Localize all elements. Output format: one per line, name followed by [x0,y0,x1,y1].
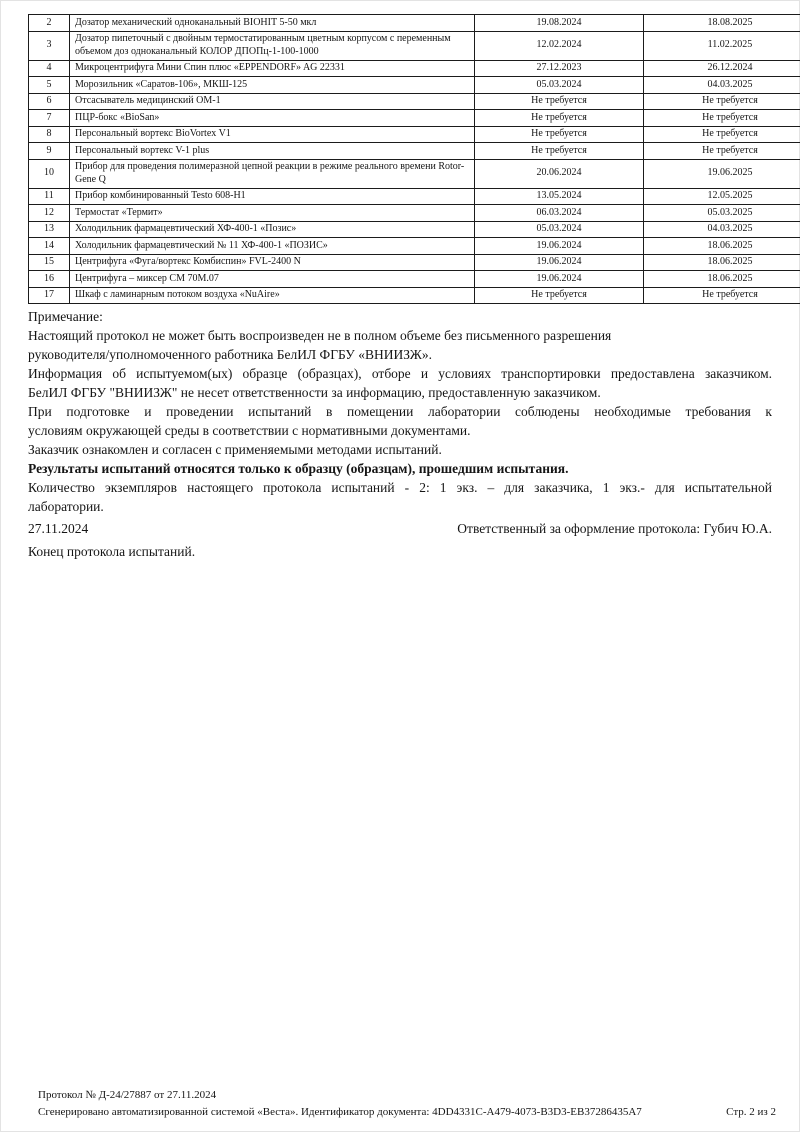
notes-heading: Примечание: [28,309,103,324]
verification-date-cell: 13.05.2024 [475,188,644,205]
equipment-name-cell: Прибор комбинированный Testo 608-H1 [70,188,475,205]
note-line: БелИЛ ФГБУ "ВНИИЗЖ" не несет ответственности за информацию, предоставленную заказчиком. [28,385,601,400]
table-row [29,143,800,160]
equipment-name-cell: Центрифуга «Фуга/вортекс Комбиспин» FVL-2400 N [70,254,475,271]
valid-until-date-cell: 26.12.2024 [644,60,800,77]
row-number-cell: 10 [29,159,70,188]
equipment-name-cell: Термостат «Термит» [70,205,475,222]
footer-page-number: Стр. 2 из 2 [726,1105,776,1118]
equipment-name-cell: Морозильник «Саратов-106», МКШ-125 [70,77,475,94]
equipment-table [28,14,800,304]
table-row [29,60,800,77]
protocol-end-line: Конец протокола испытаний. [28,544,196,559]
verification-date-cell: 20.06.2024 [475,159,644,188]
note-line: лаборатории. [28,499,104,514]
valid-until-date-cell: 05.03.2025 [644,205,800,222]
row-number-cell: 2 [29,15,70,32]
footer-generated-info: Сгенерировано автоматизированной системой «Веста». Идентификатор документа: 4DD4331C-A479-4073-B3D3-EB37286435A7 [38,1105,642,1118]
table-row [29,271,800,288]
note-line: руководителя/уполномоченного работника БелИЛ ФГБУ «ВНИИЗЖ». [28,347,433,362]
verification-date-cell: Не требуется [475,110,644,127]
valid-until-date-cell: 18.08.2025 [644,15,800,32]
row-number-cell: 13 [29,221,70,238]
equipment-name-cell: Отсасыватель медицинский ОМ-1 [70,93,475,110]
table-row [29,287,800,304]
equipment-name-cell: Дозатор механический одноканальный BIOHIT 5-50 мкл [70,15,475,32]
table-row [29,77,800,94]
row-number-cell: 11 [29,188,70,205]
signature-row [28,519,772,538]
valid-until-date-cell: Не требуется [644,143,800,160]
footer-second-row [38,1104,776,1121]
valid-until-date-cell: 11.02.2025 [644,31,800,60]
row-number-cell: 3 [29,31,70,60]
note-line: Заказчик ознакомлен и согласен с применяемыми методами испытаний. [28,442,442,457]
valid-until-date-cell: 19.06.2025 [644,159,800,188]
verification-date-cell: Не требуется [475,143,644,160]
verification-date-cell: 27.12.2023 [475,60,644,77]
row-number-cell: 14 [29,238,70,255]
verification-date-cell: 05.03.2024 [475,77,644,94]
table-row [29,15,800,32]
table-row [29,254,800,271]
notes-section [28,307,772,516]
verification-date-cell: 19.06.2024 [475,271,644,288]
equipment-name-cell: Шкаф с ламинарным потоком воздуха «NuAire» [70,287,475,304]
row-number-cell: 12 [29,205,70,222]
row-number-cell: 6 [29,93,70,110]
table-row [29,110,800,127]
valid-until-date-cell: Не требуется [644,126,800,143]
verification-date-cell: Не требуется [475,93,644,110]
table-row [29,159,800,188]
verification-date-cell: 06.03.2024 [475,205,644,222]
table-row [29,188,800,205]
valid-until-date-cell: 12.05.2025 [644,188,800,205]
verification-date-cell: Не требуется [475,126,644,143]
row-number-cell: 7 [29,110,70,127]
valid-until-date-cell: Не требуется [644,110,800,127]
valid-until-date-cell: 18.06.2025 [644,271,800,288]
page-content [28,14,772,561]
note-line: При подготовке и проведении испытаний в помещении лаборатории соблюдены необходимые требования к [28,404,772,419]
table-row [29,93,800,110]
verification-date-cell: 19.06.2024 [475,254,644,271]
table-row [29,31,800,60]
row-number-cell: 16 [29,271,70,288]
row-number-cell: 8 [29,126,70,143]
equipment-name-cell: Прибор для проведения полимеразной цепной реакции в режиме реального времени Rotor-Gene Q [70,159,475,188]
equipment-name-cell: Холодильник фармацевтический ХФ-400-1 «Позис» [70,221,475,238]
note-line: Информация об испытуемом(ых) образце (образцах), отборе и условиях транспортировки предоставлена заказчиком. [28,366,772,381]
note-line: условиям окружающей среды в соответствии с нормативными документами. [28,423,471,438]
footer-protocol-number: Протокол № Д-24/27887 от 27.11.2024 [38,1089,217,1101]
protocol-date: 27.11.2024 [28,521,89,536]
row-number-cell: 9 [29,143,70,160]
note-line: Настоящий протокол не может быть воспроизведен не в полном объеме без письменного разрешения [28,328,612,343]
row-number-cell: 17 [29,287,70,304]
equipment-name-cell: Микроцентрифуга Мини Спин плюс «EPPENDORF» AG 22331 [70,60,475,77]
table-row [29,205,800,222]
valid-until-date-cell: Не требуется [644,287,800,304]
verification-date-cell: 19.08.2024 [475,15,644,32]
note-line: Результаты испытаний относятся только к образцу (образцам), прошедшим испытания. [28,461,569,476]
table-row [29,126,800,143]
valid-until-date-cell: 04.03.2025 [644,77,800,94]
verification-date-cell: Не требуется [475,287,644,304]
verification-date-cell: 05.03.2024 [475,221,644,238]
valid-until-date-cell: Не требуется [644,93,800,110]
equipment-name-cell: Холодильник фармацевтический № 11 ХФ-400-1 «ПОЗИС» [70,238,475,255]
table-row [29,221,800,238]
equipment-name-cell: Персональный вортекс V-1 plus [70,143,475,160]
page-footer [38,1087,776,1120]
note-line: Количество экземпляров настоящего протокола испытаний - 2: 1 экз. – для заказчика, 1 экз.- для испытательной [28,480,772,495]
equipment-name-cell: Дозатор пипеточный с двойным термостатированным цветным корпусом с переменным объемом доз одноканальный КОЛОР ДПОПц-1-100-1000 [70,31,475,60]
equipment-name-cell: Персональный вортекс BioVortex V1 [70,126,475,143]
equipment-name-cell: ПЦР-бокс «BioSan» [70,110,475,127]
verification-date-cell: 12.02.2024 [475,31,644,60]
responsible-person: Ответственный за оформление протокола: Губич Ю.А. [457,521,772,536]
valid-until-date-cell: 18.06.2025 [644,238,800,255]
table-row [29,238,800,255]
row-number-cell: 5 [29,77,70,94]
equipment-name-cell: Центрифуга – миксер СМ 70М.07 [70,271,475,288]
valid-until-date-cell: 18.06.2025 [644,254,800,271]
verification-date-cell: 19.06.2024 [475,238,644,255]
row-number-cell: 15 [29,254,70,271]
valid-until-date-cell: 04.03.2025 [644,221,800,238]
row-number-cell: 4 [29,60,70,77]
